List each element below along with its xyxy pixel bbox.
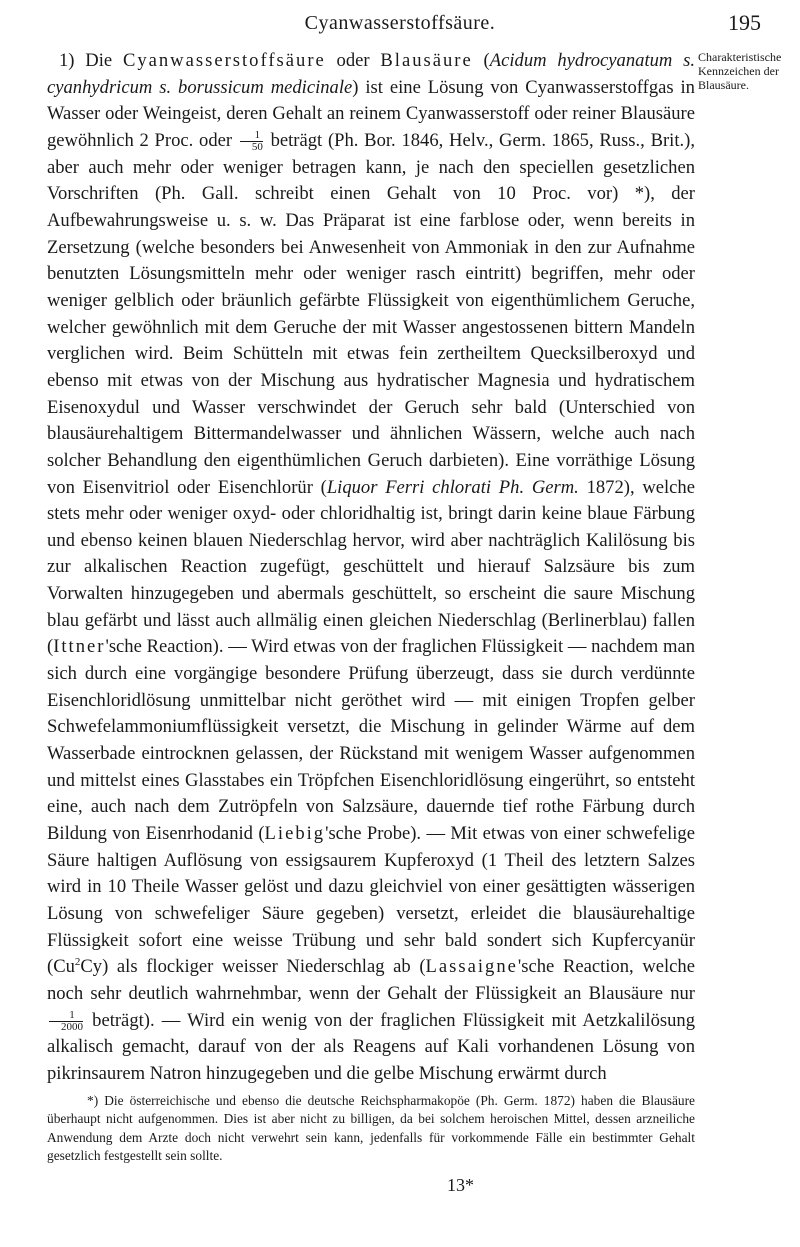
- fraction: [49, 1010, 83, 1033]
- footnote-text: *) Die österreichische und ebenso die deutsche Reichspharmakopöe (Ph. Germ. 1872) haben die Blausäure überhaupt nicht aufgenommen. Dies ist aber nicht zu billigen, da bei solchem heroischen Mittel, dessen arzneiliche Anwendung dem Arzte doch nicht verwehrt sein kann, jedenfalls für vorkommende Fälle ein bestimmter Gehalt gesetzlich festgestellt sein sollte.: [47, 1093, 695, 1164]
- margin-note: Charakteristische Kennzeichen der Blausäure.: [698, 50, 782, 92]
- latin-name: Liquor Ferri chlorati Ph. Germ.: [326, 476, 579, 498]
- fraction-numerator: 1: [49, 1010, 83, 1022]
- text-run: beträgt (Ph. Bor. 1846, Helv., Germ. 1865, Russ., Brit.), aber auch mehr oder weniger betragen kann, je nach den speciellen gesetzlichen Vorschriften (Ph. Gall. schreibt einen Gehalt von 10 Proc. vor) *), der Aufbewahrungsweise u. s. w. Das Präparat ist eine farblose oder, wenn bereits in Zersetzung (welche besonders bei Anwesenheit von Ammoniak in den zur Aufnahme benutzten Lösungsmitteln mehr oder weniger rasch eintritt) begriffen, mehr oder weniger gelblich oder bräunlich gefärbte Flüssigkeit von eigenthümlichem Geruche, welcher gewöhnlich mit dem Geruche der mit Wasser angestossenen bittern Mandeln verglichen wird. Beim Schütteln mit etwas fein zertheiltem Quecksilberoxyd und ebenso mit etwas von der Mischung aus hydratischer Magnesia und hydratischem Eisenoxydul und Wasser verschwindet der Geruch sehr bald (Unterschied von blausäurehaltigem Bittermandelwasser und ähnlichen Wässern, welche auch nach solcher Behandlung den eigenthümlichen Geruch darbieten). Eine vorräthige Lösung von Eisenvitriol oder Eisenchlorür (: [47, 129, 695, 498]
- text-run: ) ist eine Lösung von Cyanwasserstoffgas in Wasser oder Weingeist, deren Gehalt an reinem Cyanwasserstoff oder reiner Blausäure gewöhnlich 2 Proc. oder: [47, 76, 695, 151]
- superscript: 2: [74, 956, 81, 969]
- person-name: Ittner: [53, 636, 106, 658]
- fraction: [240, 130, 263, 153]
- page-number: 195: [728, 10, 761, 35]
- text-run: 1) Die: [59, 50, 123, 71]
- text-run: 1872), welche stets mehr oder weniger oxyd- oder chloridhaltig ist, bringt darin keine blaue Färbung und ebenso keinen blauen Niederschlag hervor, wird aber nachträglich Kalilösung bis zur alkalischen Reaction zugefügt, geschüttelt und hierauf Salzsäure bis zum Vorwalten hinzugegeben und abermals geschüttelt, so erscheint die saure Mischung blau gefärbt und lässt auch allmälig einen gleichen Niederschlag (Berlinerblau) fallen (: [47, 476, 695, 658]
- term-spaced: Cyanwasserstoffsäure: [122, 50, 326, 71]
- fraction-numerator: 1: [240, 130, 263, 142]
- text-run: 'sche Reaction). — Wird etwas von der fraglichen Flüssigkeit — nachdem man sich durch eine vorgängige besondere Prüfung überzeugt, dass sie durch verdünnte Eisenchloridlösung unmittelbar nicht geröthet wird — mit einigen Tropfen gelber Schwefelammoniumflüssigkeit versetzt, die Mischung in gelinder Wärme auf dem Wasserbade eintrocknen gelassen, der Rückstand mit wenigem Wasser aufgenommen und mittelst eines Glasstabes ein Tröpfchen Eisenchloridlösung eingerührt, so entsteht eine, auch nach dem Zutröpfeln von Salzsäure, dauernde tief rothe Färbung durch Bildung von Eisenrhodanid (: [47, 636, 695, 845]
- person-name: Liebig: [264, 823, 326, 845]
- signature-mark: 13*: [447, 1175, 474, 1195]
- text-run: 'sche Reaction, welche noch sehr deutlich wahrnehmbar, wenn der Gehalt der Flüssigkeit an Blausäure nur: [47, 956, 695, 1004]
- fraction-denominator: 50: [251, 141, 263, 154]
- running-title: Cyanwasserstoffsäure.: [304, 12, 496, 34]
- main-text: [47, 48, 695, 1088]
- footnote: [47, 1092, 695, 1166]
- text-run: Cy) als flockiger weisser Niederschlag ab (: [80, 956, 426, 978]
- fraction-denominator: 2000: [61, 1020, 83, 1033]
- term-spaced: Blausäure: [380, 50, 473, 71]
- body-paragraph: [47, 48, 695, 1088]
- text-run: 'sche Probe). — Mit etwas von einer schwefelige Säure haltigen Auflösung von essigsaurem Kupferoxyd (1 Theil des letztern Salzes wird in 10 Theile Wasser gelöst und dazu gleichviel von einer gesättigten wässerigen Lösung von schwefeliger Säure gegeben) versetzt, erleidet die blausäurehaltige Flüssigkeit sofort eine weisse Trübung und sehr bald sondert sich Kupfercyanür (Cu: [47, 823, 695, 978]
- person-name: Lassaigne: [425, 956, 518, 978]
- text-run: beträgt). — Wird ein wenig von der fraglichen Flüssigkeit mit Aetzkalilösung alkalisch gemacht, darauf von der als Reagens auf Kali vorhandenen Lösung von pikrinsaurem Natron hinzugegeben und die gelbe Mischung erwärmt durch: [47, 1009, 695, 1084]
- text-run: (: [472, 50, 490, 71]
- latin-name: Acidum hydrocyanatum s. cyanhydricum s. borussicum medicinale: [47, 50, 696, 98]
- text-run: oder: [325, 50, 381, 71]
